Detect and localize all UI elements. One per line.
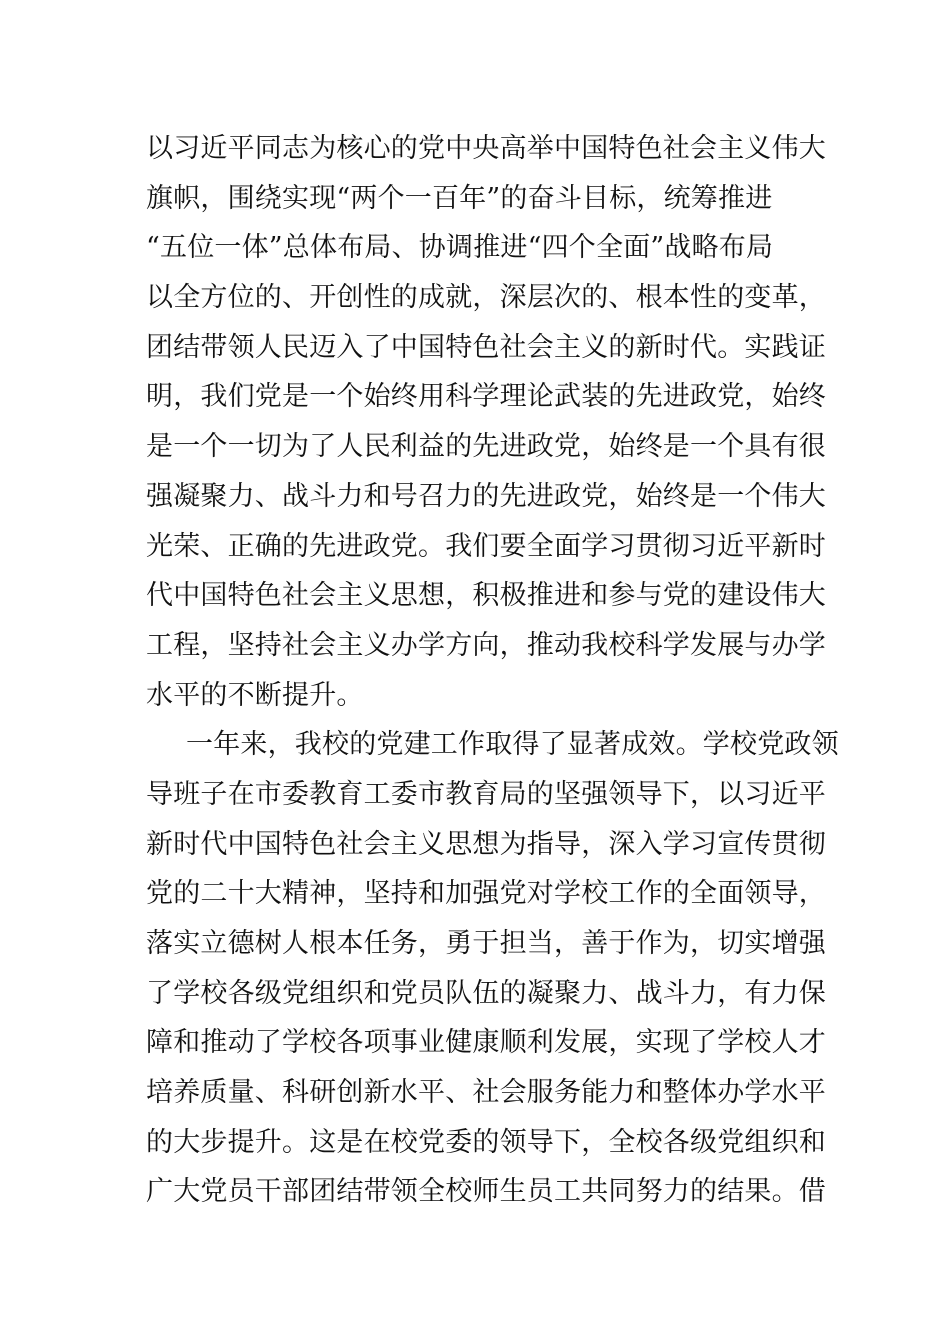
- text-line: 的大步提升。这是在校党委的领导下，全校各级党组织和: [146, 1126, 826, 1158]
- text-line: 导班子在市委教育工委市教育局的坚强领导下，以习近平: [146, 778, 826, 810]
- text-line: 落实立德树人根本任务，勇于担当，善于作为，切实增强: [146, 928, 826, 959]
- text-line: 光荣、正确的先进政党。我们要全面学习贯彻习近平新时: [146, 530, 826, 562]
- text-line: 新时代中国特色社会主义思想为指导，深入学习宣传贯彻: [146, 828, 826, 860]
- text-line: 水平的不断提升。: [146, 679, 364, 711]
- text-line: 广大党员干部团结带领全校师生员工共同努力的结果。借: [146, 1176, 826, 1208]
- text-line: “五位一体”总体布局、协调推进“四个全面”战略布局: [146, 232, 774, 264]
- text-line: 培养质量、科研创新水平、社会服务能力和整体办学水平: [146, 1077, 826, 1109]
- text-line: 明，我们党是一个始终用科学理论武装的先进政党，始终: [146, 381, 826, 413]
- text-line: 是一个一切为了人民利益的先进政党，始终是一个具有很: [146, 431, 826, 463]
- text-line: 旗帜，围绕实现“两个一百年”的奋斗目标，统筹推进: [146, 182, 773, 214]
- text-line: 了学校各级党组织和党员队伍的凝聚力、战斗力，有力保: [146, 977, 826, 1009]
- text-line: 团结带领人民迈入了中国特色社会主义的新时代。实践证: [146, 331, 826, 363]
- text-line: 党的二十大精神，坚持和加强党对学校工作的全面领导，: [146, 878, 826, 910]
- text-line: 以全方位的、开创性的成就，深层次的、根本性的变革，: [146, 282, 826, 314]
- paragraph-first-line: 一年来，我校的党建工作取得了显著成效。学校党政领: [186, 729, 839, 761]
- document-body: [146, 124, 839, 1217]
- text-line: 强凝聚力、战斗力和号召力的先进政党，始终是一个伟大: [146, 480, 826, 512]
- text-line: 障和推动了学校各项事业健康顺利发展，实现了学校人才: [146, 1027, 826, 1059]
- text-line: 以习近平同志为核心的党中央高举中国特色社会主义伟大: [146, 133, 826, 164]
- text-line: 代中国特色社会主义思想，积极推进和参与党的建设伟大: [146, 580, 826, 612]
- text-line: 工程，坚持社会主义办学方向，推动我校科学发展与办学: [146, 629, 826, 661]
